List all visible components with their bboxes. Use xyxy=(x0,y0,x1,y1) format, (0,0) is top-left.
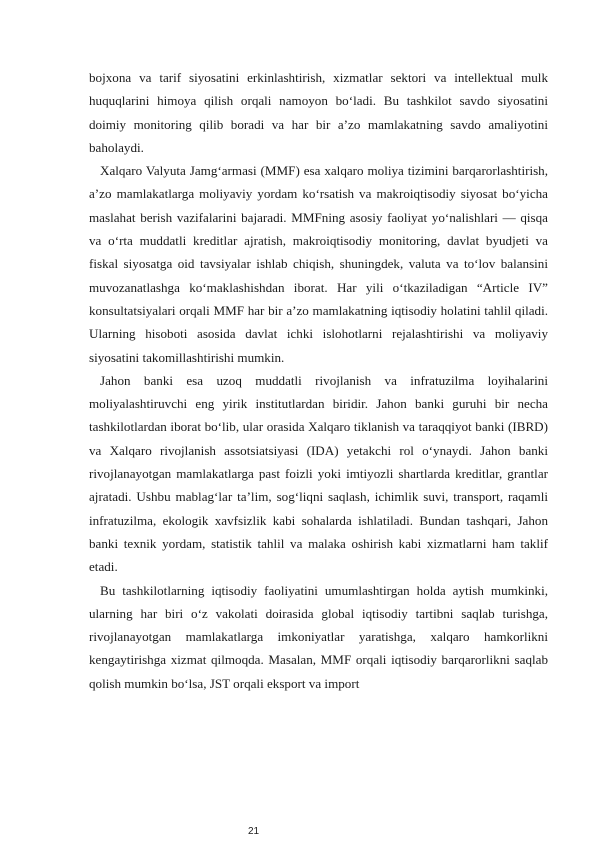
paragraph-world-bank: Jahon banki esa uzoq muddatli rivojlanish va infratuzilma loyihalarini moliyalashtiruvchi eng yirik institutlardan biridir. Jahon banki guruhi bir necha tashkilotlardan iborat bo‘lib, ular orasida Xalqaro tiklanish va taraqqiyot banki (IBRD) va Xalqaro rivojlanish assotsiatsiyasi (IDA) yetakchi rol o‘ynaydi. Jahon banki rivojlanayotgan mamlakatlarga past foizli yoki imtiyozli shartlarda kreditlar, grantlar ajratadi. Ushbu mablag‘lar ta’lim, sog‘liqni saqlash, ichimlik suvi, transport, raqamli infratuzilma, ekologik xavfsizlik kabi sohalarda ishlatiladi. Bundan tashqari, Jahon banki texnik yordam, statistik tahlil va malaka oshirish kabi xizmatlarni ham taklif etadi. xyxy=(89,372,548,575)
paragraph-summary: Bu tashkilotlarning iqtisodiy faoliyatini umumlashtirgan holda aytish mumkinki, ularning har biri o‘z vakolati doirasida global iqtisodiy tartibni saqlab turishga, rivojlanayotgan mamlakatlarga imkoniyatlar yaratishga, xalqaro hamkorlikni kengaytirishga xizmat qilmoqda. Masalan, MMF orqali iqtisodiy barqarorlikni saqlab qolish mumkin bo‘lsa, JST orqali eksport va import xyxy=(89,582,548,691)
body-text xyxy=(89,66,548,695)
paragraph-continuation: bojxona va tarif siyosatini erkinlashtirish, xizmatlar sektori va intellektual mulk huquqlarini himoya qilish orqali namoyon bo‘ladi. Bu tashkilot savdo siyosatini doimiy monitoring qilib boradi va har bir a’zo mamlakatning savdo amaliyotini baholaydi. xyxy=(89,70,548,155)
paragraph-imf: Xalqaro Valyuta Jamg‘armasi (MMF) esa xalqaro moliya tizimini barqarorlashtirish, a’zo mamlakatlarga moliyaviy yordam ko‘rsatish va makroiqtisodiy siyosat bo‘yicha maslahat berish vazifalarini bajaradi. MMFning asosiy faoliyat yo‘nalishlari — qisqa va o‘rta muddatli kreditlar ajratish, makroiqtisodiy monitoring, davlat byudjeti va fiskal siyosatga oid tavsiyalar ishlab chiqish, shuningdek, valuta va to‘lov balansini muvozanatlashga ko‘maklashishdan iborat. Har yili o‘tkaziladigan “Article IV” konsultatsiyalari orqali MMF har bir a’zo mamlakatning iqtisodiy holatini tahlil qiladi. Ularning hisoboti asosida davlat ichki islohotlarni rejalashtirishi va moliyaviy siyosatini takomillashtirishi mumkin. xyxy=(89,163,548,365)
page-number: 21 xyxy=(248,826,260,837)
